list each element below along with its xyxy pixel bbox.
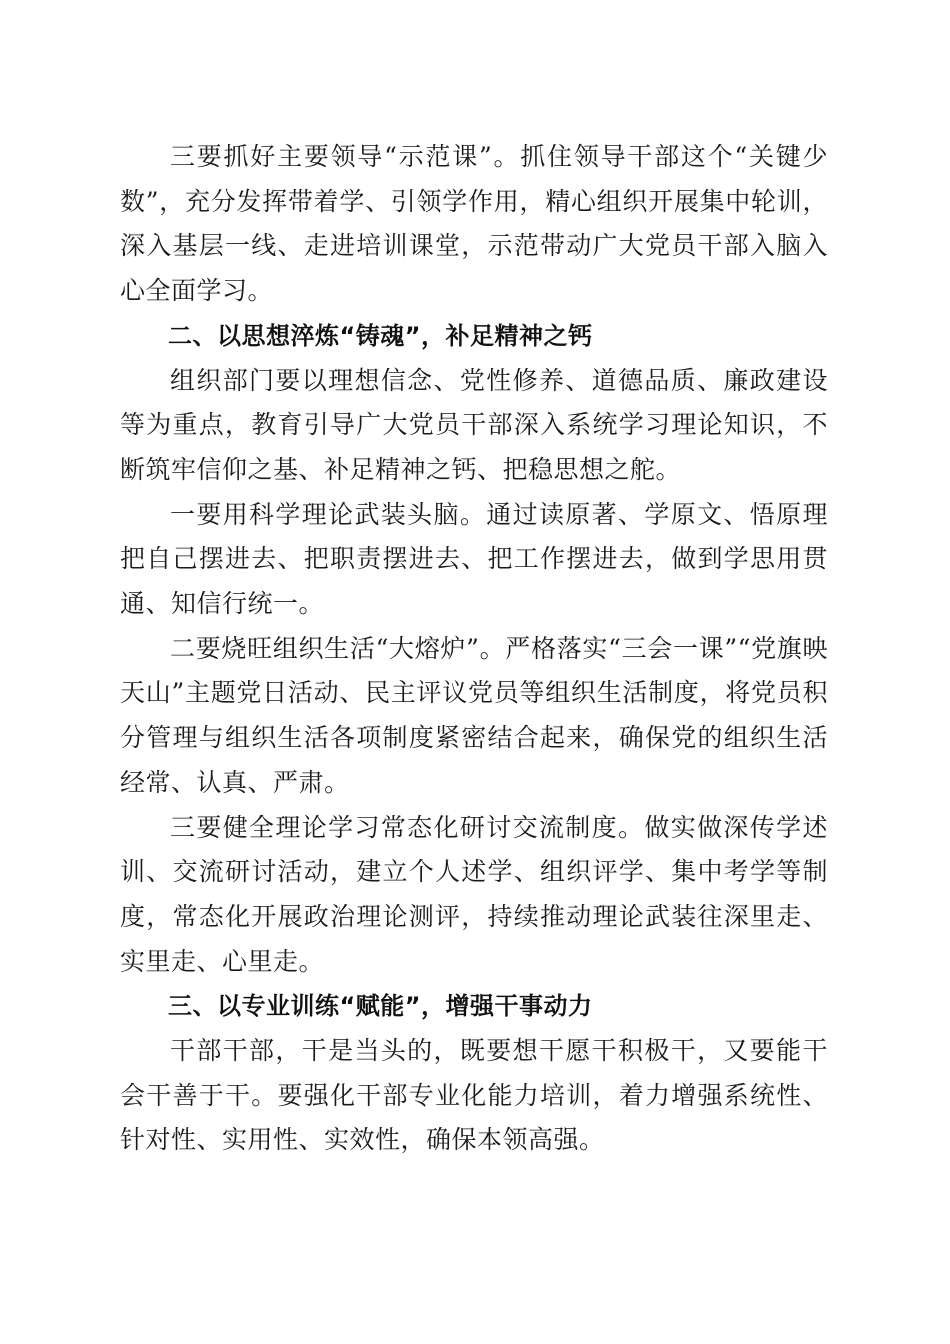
document-page (120, 135, 828, 1163)
paragraph-study-system: 三要健全理论学习常态化研讨交流制度。做实做深传学述训、交流研讨活动，建立个人述学、组织评学、集中考学等制度，常态化开展政治理论测评，持续推动理论武装往深里走、实里走、心里走。 (120, 812, 828, 976)
section-heading-2: 二、以思想淬炼“铸魂”，补足精神之钙 (168, 321, 593, 350)
paragraph-organizational-life: 二要烧旺组织生活“大熔炉”。严格落实“三会一课”“党旗映天山”主题党日活动、民主评议党员等组织生活制度，将党员积分管理与组织生活各项制度紧密结合起来，确保党的组织生活经常、认真、严肃。 (120, 633, 828, 797)
paragraph-demonstration-class: 三要抓好主要领导“示范课”。抓住领导干部这个“关键少数”，充分发挥带着学、引领学作用，精心组织开展集中轮训，深入基层一线、走进培训课堂，示范带动广大党员干部入脑入心全面学习。 (120, 142, 828, 306)
section-heading-3: 三、以专业训练“赋能”，增强干事动力 (168, 992, 593, 1021)
paragraph-section-3-intro: 干部干部，干是当头的，既要想干愿干积极干，又要能干会干善于干。要强化干部专业化能力培训，着力增强系统性、针对性、实用性、实效性，确保本领高强。 (120, 1036, 828, 1155)
paragraph-section-2-intro: 组织部门要以理想信念、党性修养、道德品质、廉政建设等为重点，教育引导广大党员干部深入系统学习理论知识，不断筑牢信仰之基、补足精神之钙、把稳思想之舵。 (120, 365, 828, 484)
paragraph-theory-arming: 一要用科学理论武装头脑。通过读原著、学原文、悟原理把自己摆进去、把职责摆进去、把工作摆进去，做到学思用贯通、知信行统一。 (120, 499, 828, 619)
